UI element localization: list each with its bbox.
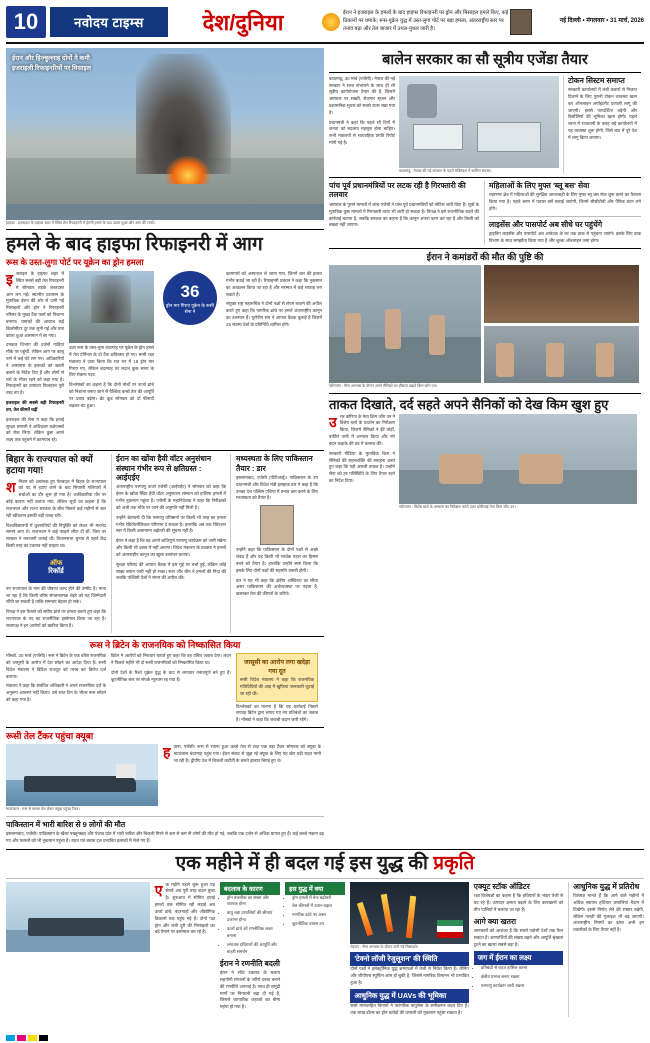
right-lead-side bbox=[563, 76, 637, 174]
right-subcols bbox=[329, 181, 641, 245]
kim-headline: ताकत दिखाते, दर्द सहते अपने सैनिकों को देख किम खुश हुए bbox=[329, 396, 609, 412]
bihar-p4: विपक्ष ने इस फैसले को संघीय ढांचे पर हमला बताते हुए कहा कि राज्यपाल के पद का राजनीतिक इस्तेमाल किया जा रहा है। सत्तापक्ष ने इन आरोपों को खारिज किया है। bbox=[6, 609, 106, 628]
bf-c5-head: आधुनिक युद्ध में प्रतिरोध bbox=[573, 881, 640, 891]
bihar-story bbox=[6, 454, 106, 633]
kim4-ground bbox=[399, 470, 637, 504]
main-col-4 bbox=[226, 271, 322, 447]
kim4-figure bbox=[439, 454, 483, 484]
russia-uk-headline: रूस ने ब्रिटेन के राजनयिक को निष्कासित किया bbox=[89, 639, 241, 650]
ruk-p3: ब्रिटेन ने आरोपों को निराधार बताते हुए कहा कि वह उचित जवाब देगा। लंदन ने पिछले महीने भी दो रूसी राजनयिकों को निष्कासित किया था। bbox=[111, 653, 231, 665]
pak-p3: डार ने यह भी कहा कि क्षेत्रीय अस्थिरता का सीधा असर पाकिस्तान की अर्थव्यवस्था पर पड़ता है, खासकर तेल की कीमतों के जरिये। bbox=[236, 577, 318, 597]
edition-line: नई दिल्ली • मंगलवार • 31 मार्च, 2026 bbox=[559, 18, 644, 25]
license-headline: लाइसेंस और पासपोर्ट अब सीधे घर पहुंचेंगे bbox=[489, 219, 603, 229]
divider-bottom-2 bbox=[6, 878, 644, 879]
kim-photo-4 bbox=[399, 414, 637, 504]
pm-headline: पांच पूर्व प्रधानमंत्रियों पर लटक रही है गिरफ्तारी की तलवार bbox=[329, 180, 466, 200]
khan-p1: अंतरराष्ट्रीय परमाणु ऊर्जा एजेंसी (आईएईए) ने सोमवार को कहा कि ईरान के खोंवा स्थित हैवी वॉटर अनुसंधान संस्थान को हालिया हमलों में गंभीर नुकसान पहुंचा है। एजेंसी के महानिदेशक ने कहा कि निरीक्षकों को अभी तक मौके पर जाने की अनुमति नहीं मिली है। bbox=[116, 484, 226, 510]
page-number: 10 bbox=[6, 6, 46, 38]
bluebus-headline: महिलाओं के लिए मुफ्त 'ब्लू बस' सेवा bbox=[489, 180, 590, 190]
kim1-figure-2 bbox=[385, 309, 401, 349]
masthead-portrait bbox=[510, 9, 532, 35]
bf-c1-sub: बदलाव के कारण bbox=[220, 882, 280, 895]
bf-c4-b2: • क्षेत्रीय प्रभाव बनाए रखना bbox=[481, 974, 563, 981]
ruk-p5: विश्लेषकों का मानना है कि यह कार्रवाई पिछले सप्ताह ब्रिटेन द्वारा लगाए गए नए प्रतिबंधों का जवाब है। मॉस्को ने कहा कि जवाबी कदम जारी रहेंगे। bbox=[236, 703, 318, 723]
tanker-text bbox=[163, 744, 321, 812]
masthead-strip-text: ईरान ने इजराइल के हमलों के बाद हाइफा रिफाइनरी पर ड्रोन और मिसाइल हमले किए, कई ठिकानों पर धमाके; रूस-यूक्रेन युद्ध में उस्त-लुगा पोर्ट पर बड़ा हमला, अंतरराष्ट्रीय स्तर पर तनाव बढ़ा और तेल बाजार में उथल-पुथल जारी है। bbox=[343, 10, 509, 32]
bf-col-2 bbox=[220, 882, 280, 1017]
kim-photo-2 bbox=[484, 265, 639, 323]
pm-text: भ्रष्टाचार के पुराने मामलों में जांच एजेंसी ने पांच पूर्व प्रधानमंत्रियों को नोटिस जारी किए हैं। सूत्रों के मुताबिक कुछ मामलों में गिरफ्तारी वारंट भी जारी हो सकता है। विपक्ष ने इसे राजनीतिक बदले की कार्रवाई बताया है, जबकि सरकार का कहना है कि कानून अपना काम कर रहा है और किसी को बख्शा नहीं जाएगा। bbox=[329, 201, 479, 228]
bf-c2-b1: • ड्रोन हमलों में तेज बढ़ोतरी bbox=[292, 895, 345, 902]
ship-hull bbox=[24, 776, 136, 792]
bihar-p2: विश्वविद्यालयों में कुलपतियों की नियुक्ति को लेकर भी मतभेद सामने आए थे। राजभवन ने कई फाइलें लौटा दी थीं, जिस पर सरकार ने नाराजगी जताई थी। विधानसभा चुनाव से पहले केंद्र किसी तरह का टकराव नहीं चाहता था। bbox=[6, 522, 106, 548]
bf-c4-bullets bbox=[474, 965, 563, 990]
pakrain-text: इस्लामाबाद, एजेंसी। पाकिस्तान के खैबर पख्तूनख्वा और पंजाब प्रांत में भारी बारिश और बिजली गिरने से कम से कम नौ लोगों की मौत हो गई, जबकि एक दर्जन से अधिक घायल हुए हैं। कई कच्चे मकान ढह गए और फसलों को भी नुकसान पहुंचा है। राहत एवं बचाव दल प्रभावित इलाकों में भेजे गए हैं। bbox=[6, 831, 324, 843]
main-headline: हमले के बाद हाइफा रिफाइनरी में आग bbox=[6, 234, 263, 256]
divider-3 bbox=[6, 636, 324, 637]
main-col-3 bbox=[159, 271, 221, 447]
off-record-line2: रिकॉर्ड bbox=[48, 567, 64, 575]
khan-story bbox=[111, 454, 231, 633]
kim1-figure-3 bbox=[429, 315, 445, 355]
main-story-columns bbox=[6, 271, 324, 447]
bottom-headline-2: प्रकृति bbox=[433, 852, 475, 874]
bihar-headline: बिहार के राज्यपाल को क्यों हटाया गया! bbox=[6, 454, 93, 476]
ruk-col2 bbox=[111, 653, 231, 724]
dropcap: इ bbox=[6, 271, 13, 288]
pak-portrait-wrap bbox=[236, 505, 318, 545]
kim-photo-caption: प्योंगयांग : विशेष बलों के अभ्यास का निरीक्षण करते उत्तर कोरियाई नेता किम जोंग उन। bbox=[399, 504, 516, 509]
bf-c1-b3: • ऊर्जा ढांचे को रणनीतिक लक्ष्य बनाना bbox=[227, 926, 280, 940]
main-col3-p2: संयुक्त राष्ट्र महासचिव ने दोनों पक्षों से संयम बरतने की अपील करते हुए कहा कि नागरिक ढांचे पर हमले अंतरराष्ट्रीय कानून का उल्लंघन हैं। यूरोपीय संघ ने आपात बैठक बुलाई है जिसमें 25 सदस्य देशों के प्रतिनिधि शामिल होंगे। bbox=[226, 301, 322, 327]
refinery-photo bbox=[69, 271, 154, 343]
mark-cyan bbox=[6, 1035, 15, 1041]
divider-r1 bbox=[329, 72, 641, 73]
bihar-p3: नए राज्यपाल के नाम की घोषणा जल्द होने की उम्मीद है। माना जा रहा है कि किसी वरिष्ठ संगठनात्मक चेहरे को यह जिम्मेदारी सौंपी जा सकती है ताकि समन्वय बेहतर हो सके। bbox=[6, 585, 106, 605]
right-lead-col1 bbox=[329, 76, 395, 174]
rl-p2: प्रधानमंत्री ने कहा कि पहले सौ दिनों में जनता को बदलाव महसूस होना चाहिए। सभी मंत्रालयों से साप्ताहिक प्रगति रिपोर्ट मांगी गई है। bbox=[329, 119, 395, 146]
car-shape bbox=[477, 122, 541, 152]
bf-c4-text: रक्षा विशेषज्ञों का कहना है कि हथियारों के भंडार तेजी से घट रहे हैं। उत्पादन क्षमता बढ़ाने के लिए कारखानों को तीन पालियों में चलाया जा रहा है। bbox=[473, 893, 564, 912]
paper-logo: नवोदय टाइम्स bbox=[50, 7, 168, 37]
bf-c2-text: ईरान ने सीधे टकराव के बजाय सहयोगी संगठनों के जरिये दबाव बनाने की रणनीति अपनाई है। साथ ही समुद्री मार्गों पर निगरानी बढ़ा दी गई है, जिससे व्यापारिक जहाजों का बीमा महंगा हो गया है। bbox=[219, 970, 281, 1010]
bf-c4-sub: आगे क्या खतरा bbox=[473, 916, 517, 926]
bf-col-3 bbox=[285, 882, 345, 1017]
kim-photo-stack bbox=[484, 265, 639, 383]
khan-headline: ईरान का खोंवा हैवी वॉटर अनुसंधान संस्थान गंभीर रूप से क्षतिग्रस्त : आईएईए bbox=[116, 454, 212, 482]
kim-photo-1 bbox=[329, 265, 481, 383]
photo-water bbox=[6, 204, 324, 220]
iran-confirm-caption: प्योंगयांग : सैन्य अभ्यास के दौरान अपने सैनिकों का हौसला बढ़ाते किम जोंग उन। bbox=[329, 384, 438, 389]
bf-c3-caption: तेहरान : सैन्य अभ्यास के दौरान दागी गईं मिसाइलें। bbox=[350, 944, 419, 949]
bf-c3-text2: सस्ते मानवरहित विमानों ने पारंपरिक वायुसेना के समीकरण बदल दिए हैं। एक लाख डॉलर का ड्रोन करोड़ों की प्रणाली को नुकसान पहुंचा सकता है। bbox=[350, 1003, 469, 1016]
bf-c3-head2: आधुनिक युद्ध में UAVs की भूमिका bbox=[350, 989, 468, 1003]
main-col-2-text bbox=[69, 345, 154, 409]
bf-c4-b1: • प्रतिबंधों से राहत हासिल करना bbox=[481, 965, 563, 972]
pakrain-headline: पाकिस्तान में भारी बारिश से 9 लोगों की मौत bbox=[6, 819, 126, 829]
right-lead-photo-col bbox=[399, 76, 559, 174]
divider-r2 bbox=[329, 177, 641, 178]
main-col1-p2: दमकल विभाग की दर्जनों गाड़ियां मौके पर पहुंचीं, लेकिन आग पर काबू पाने में कई घंटे लग गए। अधिकारियों ने आसपास के इलाकों को खाली कराने के निर्देश दिए हैं और लोगों से घरों के भीतर रहने को कहा गया है। रिफाइनरी का उत्पादन फिलहाल पूरी तरह ठप है। bbox=[6, 342, 64, 396]
kim3-figure bbox=[496, 343, 514, 377]
photo-fire bbox=[166, 156, 210, 184]
offrecord-wrap bbox=[6, 553, 106, 583]
divider-5 bbox=[6, 816, 324, 817]
divider-r5 bbox=[329, 393, 641, 394]
pak-p2: उन्होंने कहा कि पाकिस्तान के दोनों पक्षों से अच्छे संबंध हैं और वह किसी भी सार्थक पहल का हिस्सा बनने को तैयार है। हालांकि उन्होंने स्पष्ट किया कि इसके लिए दोनों पक्षों की सहमति जरूरी होगी। bbox=[236, 547, 318, 573]
rl-p1: काठमांडू, 30 मार्च (एजेंसी)। नेपाल की नई सरकार ने सत्ता संभालने के साथ ही सौ सूत्रीय कार्ययोजना तैयार की है, जिसमें भ्रष्टाचार पर सख्ती, रोजगार सृजन और प्रशासनिक सुधार को सबसे ऊपर रखा गया है। bbox=[329, 75, 395, 115]
token-headline: टोकन सिस्टम समाप्त bbox=[568, 75, 625, 85]
kim-p1: त्तर कोरिया के नेता किम जोंग उन ने विशेष बलों के प्रदर्शन का निरीक्षण किया, जिसमें सैनिकों ने ईंटें तोड़ीं, बर्फीले पानी में अभ्यास किया और नंगे बदन कड़ाके की ठंड में कसरत की। bbox=[329, 413, 395, 446]
pak-headline: मध्यस्थता के लिए पाकिस्तान तैयार : डार bbox=[236, 454, 313, 473]
pak-story bbox=[236, 454, 318, 633]
tanker-photo-col bbox=[6, 744, 158, 812]
russia-uk-columns bbox=[6, 653, 324, 724]
kim-photo-3 bbox=[484, 326, 639, 383]
bihar-p1: निवार को अचानक हुए फेरबदल में बिहार के राज्यपाल को पद से हटाए जाने के बाद सियासी गलियारों में चर्चाओं का दौर शुरू हो गया है। आधिकारिक तौर पर कोई कारण नहीं बताया गया, लेकिन सूत्रों का कहना है कि राजभवन और राज्य सरकार के बीच पिछले कई महीनों से चल रही खींचतान इसकी बड़ी वजह रही। bbox=[6, 478, 106, 518]
stat-number: 36 bbox=[180, 282, 200, 302]
lead-photo bbox=[6, 48, 324, 220]
bf-c1-b1: • ड्रोन तकनीक का सस्ता और व्यापक होना bbox=[227, 895, 280, 909]
mark-magenta bbox=[17, 1035, 26, 1041]
bf-c2-b4: • कूटनीतिक प्रयास ठप bbox=[292, 921, 345, 928]
mid-row bbox=[6, 454, 324, 633]
van-shape bbox=[413, 124, 463, 150]
khan-text bbox=[116, 484, 226, 582]
divider-r4 bbox=[329, 248, 641, 249]
yellow-callout bbox=[236, 653, 318, 701]
masthead bbox=[6, 4, 644, 44]
bf-photo-missiles bbox=[350, 882, 468, 944]
section-title: देश/दुनिया bbox=[202, 10, 284, 35]
nepal-photo-caption: काठमांडू : नेपाल की नई सरकार के पहले मंत्रिमंडल में शामिल सदस्य। bbox=[399, 168, 492, 173]
registration-marks bbox=[6, 1035, 48, 1041]
main-col-1 bbox=[6, 271, 64, 447]
divider bbox=[6, 229, 324, 230]
main-col2-p1: उधर रूस के उस्त-लुगा बंदरगाह पर यूक्रेन के ड्रोन हमले में तेल टर्मिनल के दो टैंक क्षतिग्रस्त हो गए। रूसी रक्षा मंत्रालय ने दावा किया कि रात भर में 18 ड्रोन मार गिराए गए, लेकिन बंदरगाह पर लदान कुछ समय के लिए रोकना पड़ा। bbox=[69, 345, 154, 378]
right-lead-headline: बालेन सरकार का सौ सूत्रीय एजेंडा तैयार bbox=[382, 52, 588, 68]
iran-flag bbox=[437, 920, 463, 938]
bf-col-4 bbox=[350, 882, 468, 1017]
bf-dropcap: ए bbox=[154, 881, 163, 898]
kim-text-col bbox=[329, 414, 395, 510]
bf-c2-bullets bbox=[285, 895, 345, 929]
bf-c1-b4: • लगातार हथियारों की आपूर्ति और बाहरी समर्थन bbox=[227, 942, 280, 956]
tanker-caption: मातांजास : रूस से कच्चा तेल लेकर क्यूबा पहुंचा टैंकर। bbox=[6, 807, 80, 812]
diplomat-photo bbox=[260, 505, 294, 545]
tanker-p1: वाना, एजेंसी। रूस से रवाना हुआ कच्चे तेल से लदा एक बड़ा टैंकर सोमवार को क्यूबा के मातांजास बंदरगाह पहुंच गया। ईंधन संकट से जूझ रहे क्यूबा के लिए यह खेप बड़ी राहत मानी जा रही है। द्वीपीय देश में बिजली कटौती के चलते हालात बिगड़े हुए थे। bbox=[173, 744, 321, 763]
bf-c4-head: एक्यूट स्टॉक ऑडिटर bbox=[473, 881, 530, 891]
bf-c4-b3: • परमाणु कार्यक्रम जारी रखना bbox=[481, 983, 563, 990]
main-col1-bold: इजराइल की सबसे बड़ी रिफाइनरी ठप, तेल कीमतें चढ़ीं bbox=[6, 400, 64, 412]
sun-icon bbox=[322, 13, 340, 31]
khan-p4: सुरक्षा परिषद की आपात बैठक में इस मुद्दे पर चर्चा हुई, लेकिन कोई साझा बयान जारी नहीं हो सका। रूस और चीन ने हमलों की निंदा की जबकि पश्चिमी देशों ने संयम की अपील की। bbox=[116, 561, 226, 581]
divider-4 bbox=[6, 727, 324, 728]
missile-1 bbox=[357, 901, 373, 935]
bf-photo-1 bbox=[6, 882, 150, 952]
missile-2 bbox=[381, 893, 394, 931]
khan-p3: ईरान ने कहा है कि वह अपने शांतिपूर्ण परमाणु कार्यक्रम को जारी रखेगा और किसी भी दबाव में नहीं आएगा। विदेश मंत्रालय के प्रवक्ता ने हमलों को अंतरराष्ट्रीय कानून का खुला उल्लंघन बताया। bbox=[116, 538, 226, 557]
page-body bbox=[6, 48, 644, 845]
yellow-callout-text: रूसी विदेश मंत्रालय ने कहा कि राजनयिक गतिविधियों की आड़ में खुफिया जानकारी जुटाई जा रही थी। bbox=[240, 677, 314, 696]
ruk-p4: दोनों देशों के रिश्ते यूक्रेन युद्ध के बाद से लगातार तनावपूर्ण बने हुए हैं। कूटनीतिक स्तर पर संपर्क न्यूनतम रह गया है। bbox=[111, 669, 231, 682]
right-sub-c2 bbox=[484, 181, 641, 245]
edition-info bbox=[536, 17, 644, 27]
kim3-figure-2 bbox=[546, 343, 564, 377]
kim-photo-col bbox=[399, 414, 637, 510]
refinery-smoke bbox=[91, 275, 131, 323]
yellow-callout-title: जासूसी का आरोप लगा खदेड़ा गया दूत bbox=[244, 659, 310, 676]
kim3-figure-3 bbox=[596, 343, 614, 377]
bf-c1-b2: • वायु रक्षा प्रणालियों की सीमाएं उजागर होना bbox=[227, 910, 280, 924]
iran-confirm-headline: ईरान ने कमांडरों की मौत की पुष्टि की bbox=[426, 252, 544, 263]
bf-c2-b3: • नागरिक ढांचे पर असर bbox=[292, 912, 345, 919]
bf-c1-bullets bbox=[220, 895, 280, 956]
bottom-columns bbox=[6, 882, 644, 1017]
divider-bottom bbox=[6, 849, 644, 850]
mark-yellow bbox=[28, 1035, 37, 1041]
bihar-text bbox=[6, 479, 106, 550]
left-column bbox=[6, 48, 324, 845]
main-col1-p1: जराइल के हाइफा शहर में स्थित सबसे बड़ी तेल रिफाइनरी में सोमवार तड़के जबरदस्त आग लग गई। स्थानीय प्रशासन के मुताबिक ईरान की ओर से दागी गई मिसाइलों और ड्रोन ने रिफाइनरी परिसर के मुख्य टैंक फार्म को निशाना बनाया। धमाकों की आवाज कई किलोमीटर दूर तक सुनी गई और घना काला धुआं आसमान में छा गया। bbox=[6, 271, 64, 338]
bottom-headline-wrap bbox=[6, 853, 644, 875]
stat-label: ड्रोन मार गिराए यूक्रेन के रूसी सेना ने bbox=[166, 303, 214, 315]
license-text: ड्राइविंग लाइसेंस और पासपोर्ट अब आवेदक के घर तक डाक से पहुंचाए जाएंगे। इसके लिए डाक विभाग के साथ समझौता किया गया है और शुल्क ऑनलाइन जमा होगा। bbox=[489, 231, 641, 244]
off-record-line1: ऑफ bbox=[49, 560, 63, 568]
bihar-dropcap: श bbox=[6, 478, 16, 495]
stat-wrap bbox=[159, 271, 221, 325]
main-subheadline: रूस के उस्त-लुगा पोर्ट पर यूक्रेन का ड्रोन हमला bbox=[6, 257, 144, 268]
main-col2-p2: विश्लेषकों का कहना है कि दोनों मोर्चों पर ऊर्जा ढांचे को निशाना बनाए जाने से वैश्विक कच्चे तेल की आपूर्ति पर दबाव बढ़ेगा। ब्रेंट क्रूड सोमवार को दो फीसदी चढ़कर बंद हुआ। bbox=[69, 382, 154, 408]
bf-c3-head: 'टेक्नो लॉजी रेजुलूशन' की स्थिति bbox=[350, 952, 468, 966]
kim1-figure bbox=[345, 313, 361, 353]
khan-p2: उन्होंने चेतावनी दी कि परमाणु प्रतिष्ठानों पर किसी भी तरह का हमला गंभीर रेडियोलॉजिकल परिणाम दे सकता है। हालांकि अब तक रेडिएशन स्तर में किसी असामान्य बढ़ोतरी की सूचना नहीं है। bbox=[116, 514, 226, 534]
right-sub-c1 bbox=[329, 181, 479, 245]
tanker-photo bbox=[6, 744, 158, 806]
right-column bbox=[329, 48, 641, 845]
mark-black bbox=[39, 1035, 48, 1041]
ruk-p2: मंत्रालय ने कहा कि संबंधित अधिकारी ने अपने राजनयिक दर्जे के अनुरूप आचरण नहीं किया। उसे सात दिन के भीतर रूस छोड़ने को कहा गया है। bbox=[6, 683, 106, 702]
bluebus-text: महानगर क्षेत्र में महिलाओं की सुरक्षित आवाजाही के लिए मुफ्त ब्लू बस सेवा शुरू करने का फैसला किया गया है। पहले चरण में पचास बसें चलाई जाएंगी, जिनमें सीसीटीवी और पैनिक बटन लगे होंगे। bbox=[489, 192, 641, 212]
pak-p1: इस्लामाबाद, एजेंसी (पीटीआई)। पाकिस्तान के उप प्रधानमंत्री और विदेश मंत्री इसहाक डार ने कहा है कि उनका देश पश्चिम एशिया में तनाव कम करने के लिए मध्यस्थता को तैयार है। bbox=[236, 475, 318, 501]
bf-c1-text: क महीने पहले शुरू हुआ यह संघर्ष अब पूरी तरह बदल चुका है। शुरुआत में सीमित हवाई हमलों तक सीमित रही लड़ाई अब ऊर्जा ढांचे, बंदरगाहों और औद्योगिक ठिकानों तक पहुंच गई है। दोनों पक्ष ड्रोन और लंबी दूरी की मिसाइलों का बड़े पैमाने पर इस्तेमाल कर रहे हैं। bbox=[154, 881, 215, 935]
bf-c2-sub: इस युद्ध में क्या bbox=[285, 882, 345, 895]
off-record-badge bbox=[28, 553, 84, 583]
bf-col-6 bbox=[568, 882, 644, 1017]
tanker-row bbox=[6, 744, 324, 812]
ruk-col3 bbox=[236, 653, 318, 724]
kim4-figure-2 bbox=[519, 454, 563, 484]
nepal-photo bbox=[399, 76, 559, 168]
token-text: सरकारी कार्यालयों में लंबी कतारों से निजात दिलाने के लिए पुरानी टोकन व्यवस्था खत्म कर ऑनलाइन अपॉइंटमेंट प्रणाली लागू की जाएगी। इससे पारदर्शिता बढ़ेगी और बिचौलियों की भूमिका खत्म होगी। पहले चरण में राजधानी के बारह बड़े कार्यालयों में यह व्यवस्था शुरू होगी, जिसे बाद में पूरे देश में लागू किया जाएगा। bbox=[568, 87, 637, 140]
ship-bridge bbox=[116, 764, 136, 778]
bf-col-1 bbox=[155, 882, 215, 1017]
missile-3 bbox=[406, 895, 416, 937]
main-col-2 bbox=[69, 271, 154, 447]
bf1-ship bbox=[28, 918, 124, 936]
bf-col-5 bbox=[474, 882, 563, 1017]
main-col1-p3: इजराइल की सेना ने कहा कि हवाई सुरक्षा प्रणाली ने अधिकतर प्रक्षेपास्त्रों को रोक लिया, लेकिन कुछ अपने लक्ष्य तक पहुंचने में कामयाब रहे। bbox=[6, 416, 64, 443]
bf-c4-sub2: जग में ईरान का लक्ष्य bbox=[474, 951, 563, 965]
tanker-dropcap: ह bbox=[163, 744, 171, 761]
bf-c4-text2: जानकारों को आशंका है कि संघर्ष पड़ोसी देशों तक फैल सकता है। शरणार्थियों की संख्या बढ़ने और आपूर्ति श्रृंखला टूटने का खतरा सबसे बड़ा है। bbox=[473, 928, 564, 947]
person-shape bbox=[407, 84, 437, 118]
bihar-text-2 bbox=[6, 586, 106, 630]
lead-photo-caption: हाइफा : इजराइल के हाइफा शहर में स्थित तेल रिफाइनरी में ईरानी हमले के बाद उठता धुआं और आग की लपटें। bbox=[6, 221, 156, 225]
bf-c2-head: ईरान ने रणनीति बदली bbox=[219, 958, 281, 968]
ruk-p1: मॉस्को, 30 मार्च (एजेंसी)। रूस ने ब्रिटेन के एक वरिष्ठ राजनयिक को जासूसी के आरोप में देश छोड़ने का आदेश दिया है। रूसी विदेश मंत्रालय ने ब्रिटिश राजदूत को तलब कर विरोध दर्ज कराया। bbox=[6, 653, 106, 679]
bf-c3-text: दोनों पक्षों ने इलेक्ट्रॉनिक युद्ध क्षमताओं में तेजी से निवेश किया है। जैमिंग और जीपीएस स्पूफिंग आम हो चुकी है, जिससे नागरिक विमानन भी प्रभावित हुआ है। bbox=[350, 965, 469, 985]
divider-r3 bbox=[489, 216, 641, 217]
bf-c2-b2: • तेल कीमतों में उतार-चढ़ाव bbox=[292, 903, 345, 910]
kim-p2: सरकारी मीडिया के मुताबिक किम ने सैनिकों की सहनशक्ति की सराहना करते हुए कहा कि यही असली ताकत है। उन्होंने सेना को हर परिस्थिति के लिए तैयार रहने का निर्देश दिया। bbox=[329, 450, 395, 484]
lead-photo-overlay: ईरान और हिज्बुल्लाह दोनों ने कमी इजराइली रिफाइनरियों पर मिसाइल bbox=[12, 55, 91, 72]
kim-photo-grid bbox=[329, 265, 641, 383]
bf-col-0 bbox=[6, 882, 150, 1017]
pak-text-2 bbox=[236, 547, 318, 598]
masthead-strip bbox=[318, 9, 536, 35]
divider-2 bbox=[6, 450, 324, 451]
kim-story-row bbox=[329, 414, 641, 510]
pak-text bbox=[236, 475, 318, 502]
bf-c5-text: विशेषज्ञ मानते हैं कि आने वाले महीनों में अधिक स्वायत्त हथियार प्रणालियां मैदान में दिखेंगी। इससे निर्णय लेने की रफ्तार बढ़ेगी, लेकिन गलती की गुंजाइश भी बढ़ जाएगी। अंतरराष्ट्रीय नियमों का ढांचा अभी इन तकनीकों के लिए तैयार नहीं है। bbox=[573, 893, 644, 933]
right-lead-row bbox=[329, 76, 641, 174]
tanker-headline: रूसी तेल टैंकर पहुंचा क्यूबा bbox=[6, 731, 94, 741]
bottom-headline-1: एक महीने में ही बदल गई इस युद्ध की bbox=[175, 852, 434, 874]
ruk-col1 bbox=[6, 653, 106, 724]
kim-dropcap: उ bbox=[329, 413, 337, 430]
stat-badge bbox=[163, 271, 217, 325]
main-col3-p1: कामगारों को अस्पताल ले जाया गया, जिनमें चार की हालत गंभीर बताई जा रही है। रिफाइनरी प्रबंधन ने कहा कि नुकसान का आकलन किया जा रहा है और मरम्मत में कई सप्ताह लग सकते हैं। bbox=[226, 271, 322, 297]
